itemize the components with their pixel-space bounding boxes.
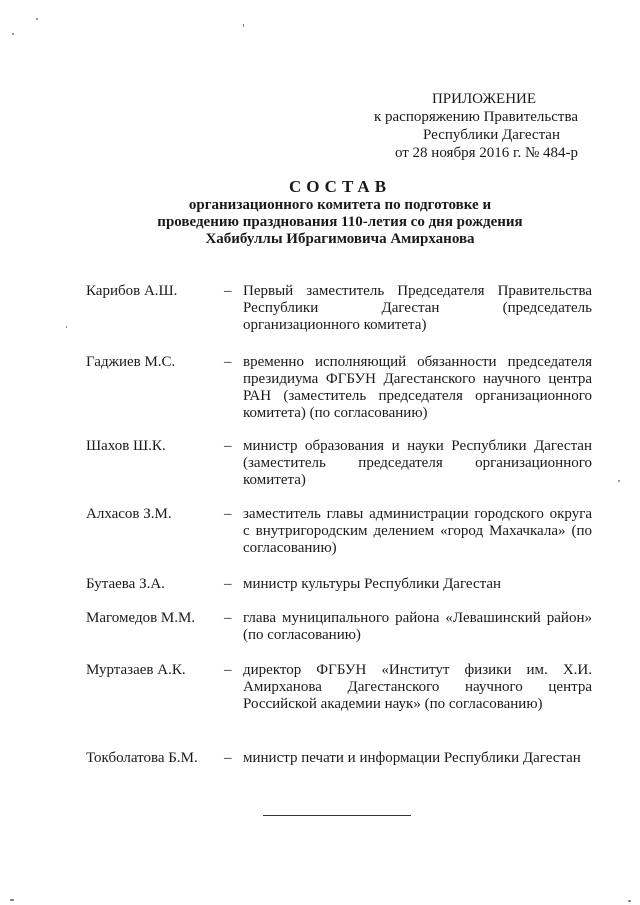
scan-speck <box>628 900 631 902</box>
appendix-reference: к распоряжению Правительства <box>373 109 578 125</box>
appendix-title: ПРИЛОЖЕНИЕ <box>431 91 537 107</box>
title-subtitle-line: организационного комитета по подготовке и <box>188 197 492 213</box>
member-name: Бутаева З.А. <box>86 576 165 592</box>
member-name: Магомедов М.М. <box>86 610 196 626</box>
appendix-date-number: от 28 ноября 2016 г. № 484-р <box>394 145 578 161</box>
member-role: Первый заместитель Председателя Правительства Республики Дагестан (председатель организационного комитета) <box>243 283 592 333</box>
member-dash: – <box>224 354 232 370</box>
member-name: Токболатова Б.М. <box>86 750 198 766</box>
member-dash: – <box>224 438 232 454</box>
member-name: Шахов Ш.К. <box>86 438 166 454</box>
scan-speck <box>10 899 14 901</box>
scan-speck <box>618 480 620 482</box>
scan-speck <box>36 18 38 20</box>
closing-divider <box>263 815 411 816</box>
title-main: СОСТАВ <box>288 177 392 196</box>
member-dash: – <box>224 576 232 592</box>
member-role: заместитель главы администрации городского округа с внутригородским делением «город Махачкала» (по согласованию) <box>243 506 592 556</box>
member-dash: – <box>224 610 232 626</box>
member-name: Муртазаев А.К. <box>86 662 186 678</box>
member-dash: – <box>224 283 232 299</box>
member-role: министр печати и информации Республики Дагестан <box>243 750 581 766</box>
member-role: директор ФГБУН «Институт физики им. Х.И. Амирханова Дагестанского научного центра Российской академии наук» (по согласованию) <box>243 662 592 712</box>
document-title <box>100 177 580 248</box>
member-role: министр образования и науки Республики Дагестан (заместитель председателя организационного комитета) <box>243 438 592 488</box>
appendix-header <box>338 90 578 162</box>
member-dash: – <box>224 662 232 678</box>
member-name: Гаджиев М.С. <box>86 354 176 370</box>
member-role: временно исполняющий обязанности председателя президиума ФГБУН Дагестанского научного центра РАН (заместитель председателя организационного комитета) (по согласованию) <box>243 354 592 421</box>
scan-speck <box>66 326 67 328</box>
member-dash: – <box>224 750 232 766</box>
member-dash: – <box>224 506 232 522</box>
member-name: Алхасов З.М. <box>86 506 172 522</box>
scan-speck <box>12 33 14 35</box>
scan-speck <box>243 24 244 27</box>
member-name: Карибов А.Ш. <box>86 283 178 299</box>
appendix-authority: Республики Дагестан <box>423 127 560 143</box>
member-role: министр культуры Республики Дагестан <box>243 576 502 592</box>
title-subtitle-line: проведению празднования 110-летия со дня рождения <box>157 214 523 230</box>
member-role: глава муниципального района «Левашинский район» (по согласованию) <box>243 610 592 643</box>
title-subtitle-line: Хабибуллы Ибрагимовича Амирханова <box>205 231 475 247</box>
